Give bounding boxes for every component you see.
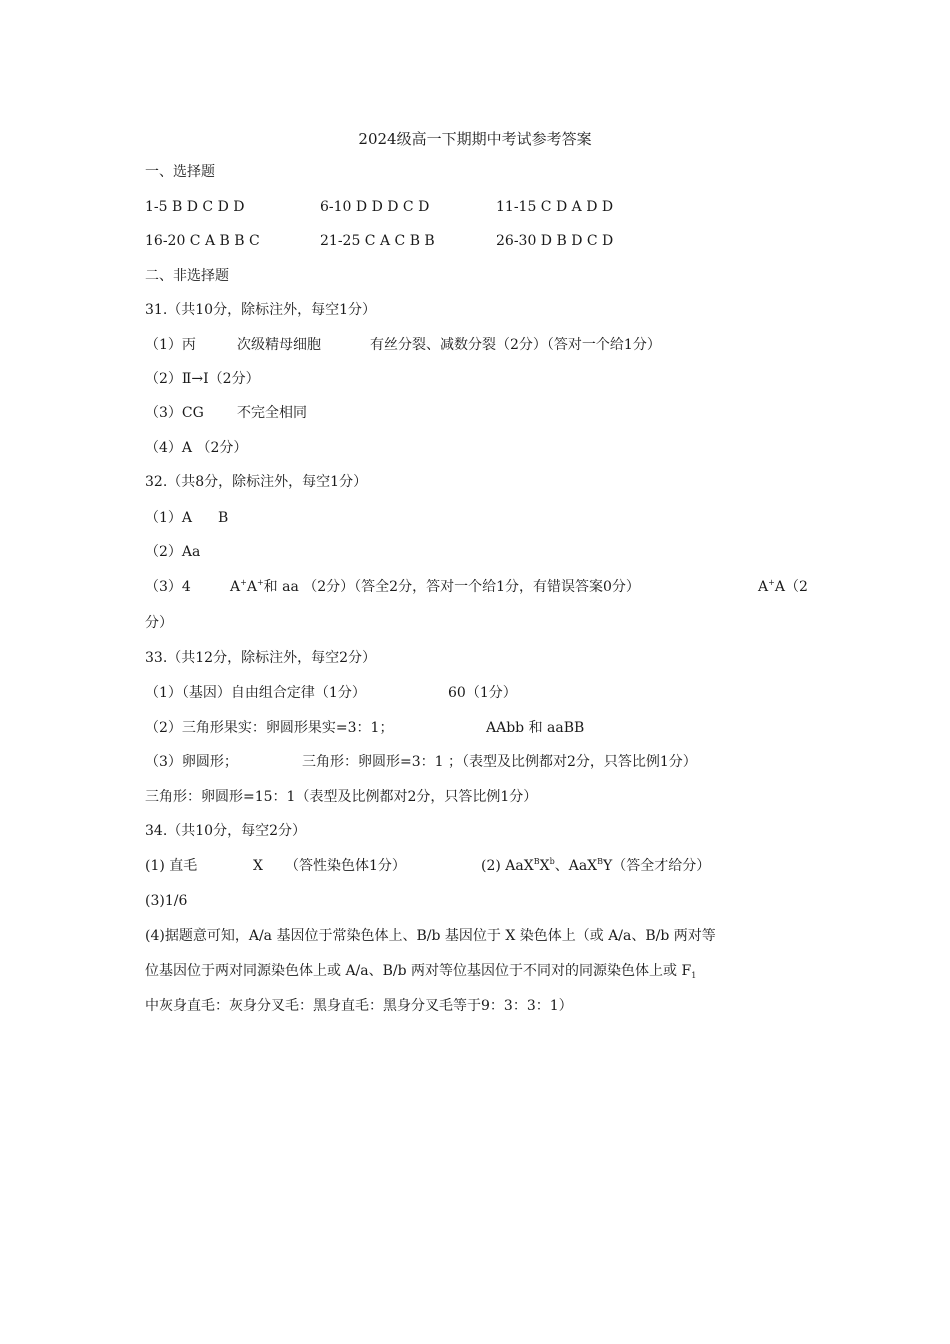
q32-answer-3c: A+A（2 xyxy=(758,578,808,595)
q31-answer-4: （4）A （2分） xyxy=(145,440,248,456)
q31-answer-2: （2）Ⅱ→Ⅰ（2分） xyxy=(145,371,260,387)
answer-row-2-group-3: 26-30 D B D C D xyxy=(496,233,614,249)
answer-row-2-group-1: 16-20 C A B B C xyxy=(145,233,260,249)
q33-answer-2b: AAbb 和 aaBB xyxy=(486,720,585,736)
answer-row-1-group-2: 6-10 D D D C D xyxy=(320,199,430,215)
q33-answer-1b: 60（1分） xyxy=(448,685,517,701)
q33-answer-3b: 三角形：卵圆形=3：1 ；（表型及比例都对2分，只答比例1分） xyxy=(302,754,697,770)
q33-answer-4: 三角形：卵圆形=15：1（表型及比例都对2分，只答比例1分） xyxy=(145,789,538,805)
q31-header: 31.（共10分，除标注外，每空1分） xyxy=(145,302,376,318)
q32-answer-1a: （1）A xyxy=(145,510,193,526)
q34-answer-1c: （答性染色体1分） xyxy=(285,858,406,874)
q31-answer-3b: 不完全相同 xyxy=(237,405,307,421)
q32-answer-1b: B xyxy=(218,510,229,526)
document-title: 2024级高一下期期中考试参考答案 xyxy=(358,130,592,148)
q34-answer-3: (3)1/6 xyxy=(145,893,188,909)
answer-row-2-group-2: 21-25 C A C B B xyxy=(320,233,435,249)
section-heading-nonchoice: 二、非选择题 xyxy=(145,268,229,284)
q31-answer-1c: 有丝分裂、减数分裂（2分）（答对一个给1分） xyxy=(370,337,661,353)
q32-answer-3a: （3）4 xyxy=(145,579,191,595)
q34-answer-4-line2: 位基因位于两对同源染色体上或 A/a、B/b 两对等位基因位于不同对的同源染色体上或 $F_1$ xyxy=(145,963,697,980)
q32-answer-2: （2）Aa xyxy=(145,544,201,560)
q33-header: 33.（共12分，除标注外，每空2分） xyxy=(145,650,376,666)
q32-answer-3b: A+A+和 aa （2分）（答全2分，答对一个给1分，有错误答案0分） xyxy=(230,578,640,595)
answer-row-1-group-1: 1-5 B D C D D xyxy=(145,199,245,215)
q31-answer-3a: （3）CG xyxy=(145,405,204,421)
q34-answer-4-line1: (4)据题意可知，A/a 基因位于常染色体上、B/b 基因位于 X 染色体上（或 A/a、B/b 两对等 xyxy=(145,928,716,944)
q33-answer-3a: （3）卵圆形； xyxy=(145,754,238,770)
q31-answer-1a: （1）丙 xyxy=(145,337,196,353)
q34-header: 34.（共10分，每空2分） xyxy=(145,823,306,839)
q32-header: 32.（共8分，除标注外，每空1分） xyxy=(145,474,368,490)
q33-answer-1a: （1）（基因）自由组合定律（1分） xyxy=(145,685,366,701)
answer-row-1-group-3: 11-15 C D A D D xyxy=(496,199,614,215)
q32-answer-3-continued: 分） xyxy=(145,615,173,631)
q33-answer-2a: （2）三角形果实：卵圆形果实=3：1； xyxy=(145,720,394,736)
q34-answer-2: (2) $AaX^BX^b$、AaX$^B$Y（答全才给分） xyxy=(481,857,711,874)
q31-answer-1b: 次级精母细胞 xyxy=(237,337,321,353)
q34-answer-1a: (1) 直毛 xyxy=(145,858,198,874)
q34-answer-4-line3: 中灰身直毛：灰身分叉毛：黑身直毛：黑身分叉毛等于9：3：3：1） xyxy=(145,998,573,1014)
q34-answer-1b: X xyxy=(253,858,263,874)
section-heading-choice: 一、选择题 xyxy=(145,164,215,180)
